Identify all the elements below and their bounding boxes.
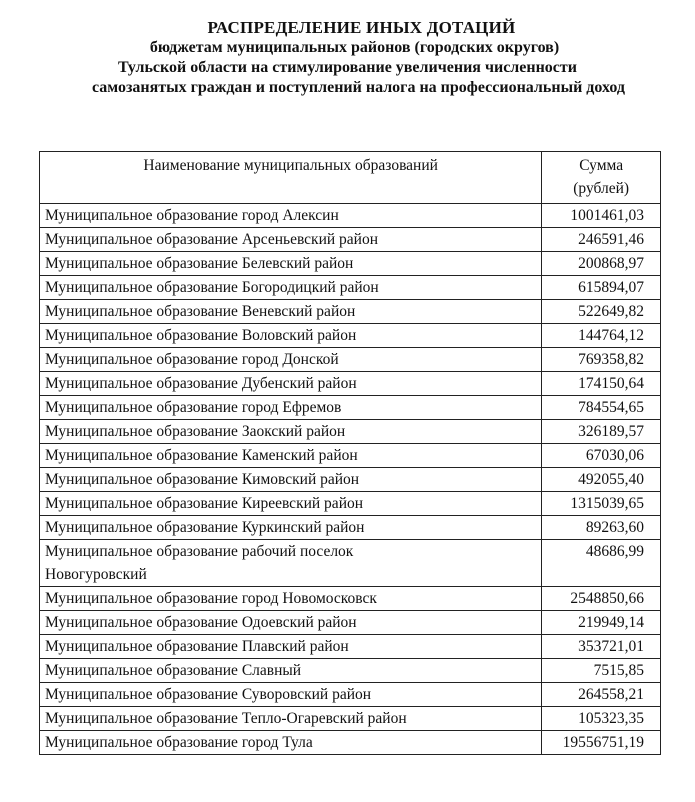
- row-name-cell: Муниципальное образование Арсеньевский район: [40, 228, 542, 252]
- table-row: [40, 516, 661, 540]
- table-row: [40, 204, 661, 228]
- table-header-row: [40, 152, 661, 204]
- heading-title: РАСПРЕДЕЛЕНИЕ ИНЫХ ДОТАЦИЙ: [207, 18, 516, 37]
- row-name-cell: Муниципальное образование Славный: [40, 659, 542, 683]
- row-name-cell: Муниципальное образование Воловский район: [40, 324, 542, 348]
- row-name-cell: Муниципальное образование Одоевский район: [40, 611, 542, 635]
- row-name-cell: Муниципальное образование Богородицкий район: [40, 276, 542, 300]
- row-sum-cell: 264558,21: [542, 683, 661, 707]
- row-sum-cell: 174150,64: [542, 372, 661, 396]
- table-row: [40, 372, 661, 396]
- header-name-column: [40, 152, 542, 204]
- row-sum-cell: 67030,06: [542, 444, 661, 468]
- row-name-cell: Муниципальное образование город Тула: [40, 731, 542, 755]
- table-row: [40, 683, 661, 707]
- table-row: [40, 731, 661, 755]
- header-sum-label: Сумма: [579, 157, 624, 174]
- dotations-table: [39, 151, 661, 755]
- row-name-cell: Муниципальное образование Каменский район: [40, 444, 542, 468]
- table-row: [40, 276, 661, 300]
- row-name-cell: Муниципальное образование Суворовский район: [40, 683, 542, 707]
- row-name-cell: Муниципальное образование Кимовский район: [40, 468, 542, 492]
- header-sum-unit: (рублей): [573, 180, 630, 197]
- table-row: [40, 300, 661, 324]
- row-sum-cell: 89263,60: [542, 516, 661, 540]
- row-sum-cell: 522649,82: [542, 300, 661, 324]
- heading-subtitle-line2: Тульской области на стимулирование увеличения численности: [118, 59, 577, 76]
- table-row: [40, 635, 661, 659]
- row-name-cell: Муниципальное образование Дубенский район: [40, 372, 542, 396]
- row-sum-cell: 2548850,66: [542, 587, 661, 611]
- table-row: [40, 420, 661, 444]
- row-sum-cell: 48686,99: [542, 540, 661, 587]
- row-name-cell: Муниципальное образование Тепло-Огаревский район: [40, 707, 542, 731]
- table-row: [40, 587, 661, 611]
- row-sum-cell: 105323,35: [542, 707, 661, 731]
- row-sum-cell: 200868,97: [542, 252, 661, 276]
- table-row: [40, 444, 661, 468]
- row-name-cell: Муниципальное образование Плавский район: [40, 635, 542, 659]
- table-row: [40, 348, 661, 372]
- row-name-cell: Муниципальное образование город Новомосковск: [40, 587, 542, 611]
- row-name-cell: Муниципальное образование Белевский район: [40, 252, 542, 276]
- table-row: [40, 659, 661, 683]
- table-row: [40, 707, 661, 731]
- row-sum-cell: 784554,65: [542, 396, 661, 420]
- table-row: [40, 396, 661, 420]
- table-row: [40, 611, 661, 635]
- row-sum-cell: 492055,40: [542, 468, 661, 492]
- row-name-text: Муниципальное образование рабочий поселок Новогуровский: [45, 543, 354, 583]
- row-name-cell: Муниципальное образование Веневский район: [40, 300, 542, 324]
- row-name-cell: Муниципальное образование город Ефремов: [40, 396, 542, 420]
- row-name-cell: Муниципальное образование город Алексин: [40, 204, 542, 228]
- table-row: [40, 324, 661, 348]
- row-sum-cell: 1001461,03: [542, 204, 661, 228]
- row-name-cell: Муниципальное образование Киреевский район: [40, 492, 542, 516]
- row-sum-cell: 246591,46: [542, 228, 661, 252]
- row-name-cell: Муниципальное образование Заокский район: [40, 420, 542, 444]
- heading-subtitle-line3: самозанятых граждан и поступлений налога на профессиональный доход: [91, 79, 626, 96]
- row-sum-cell: 1315039,65: [542, 492, 661, 516]
- row-sum-cell: 326189,57: [542, 420, 661, 444]
- row-name-cell: [40, 540, 542, 587]
- row-sum-cell: 353721,01: [542, 635, 661, 659]
- table-row: [40, 540, 661, 587]
- row-sum-cell: 144764,12: [542, 324, 661, 348]
- table-row: [40, 252, 661, 276]
- document-heading: [0, 18, 695, 98]
- row-sum-cell: 19556751,19: [542, 731, 661, 755]
- row-sum-cell: 615894,07: [542, 276, 661, 300]
- row-sum-cell: 7515,85: [542, 659, 661, 683]
- header-sum-column: [542, 152, 661, 204]
- row-name-cell: Муниципальное образование город Донской: [40, 348, 542, 372]
- heading-subtitle-line1: бюджетам муниципальных районов (городских округов): [149, 39, 560, 56]
- row-name-cell: Муниципальное образование Куркинский район: [40, 516, 542, 540]
- table-row: [40, 228, 661, 252]
- row-sum-cell: 769358,82: [542, 348, 661, 372]
- row-sum-cell: 219949,14: [542, 611, 661, 635]
- header-name-label: Наименование муниципальных образований: [143, 157, 438, 174]
- table-row: [40, 492, 661, 516]
- table-row: [40, 468, 661, 492]
